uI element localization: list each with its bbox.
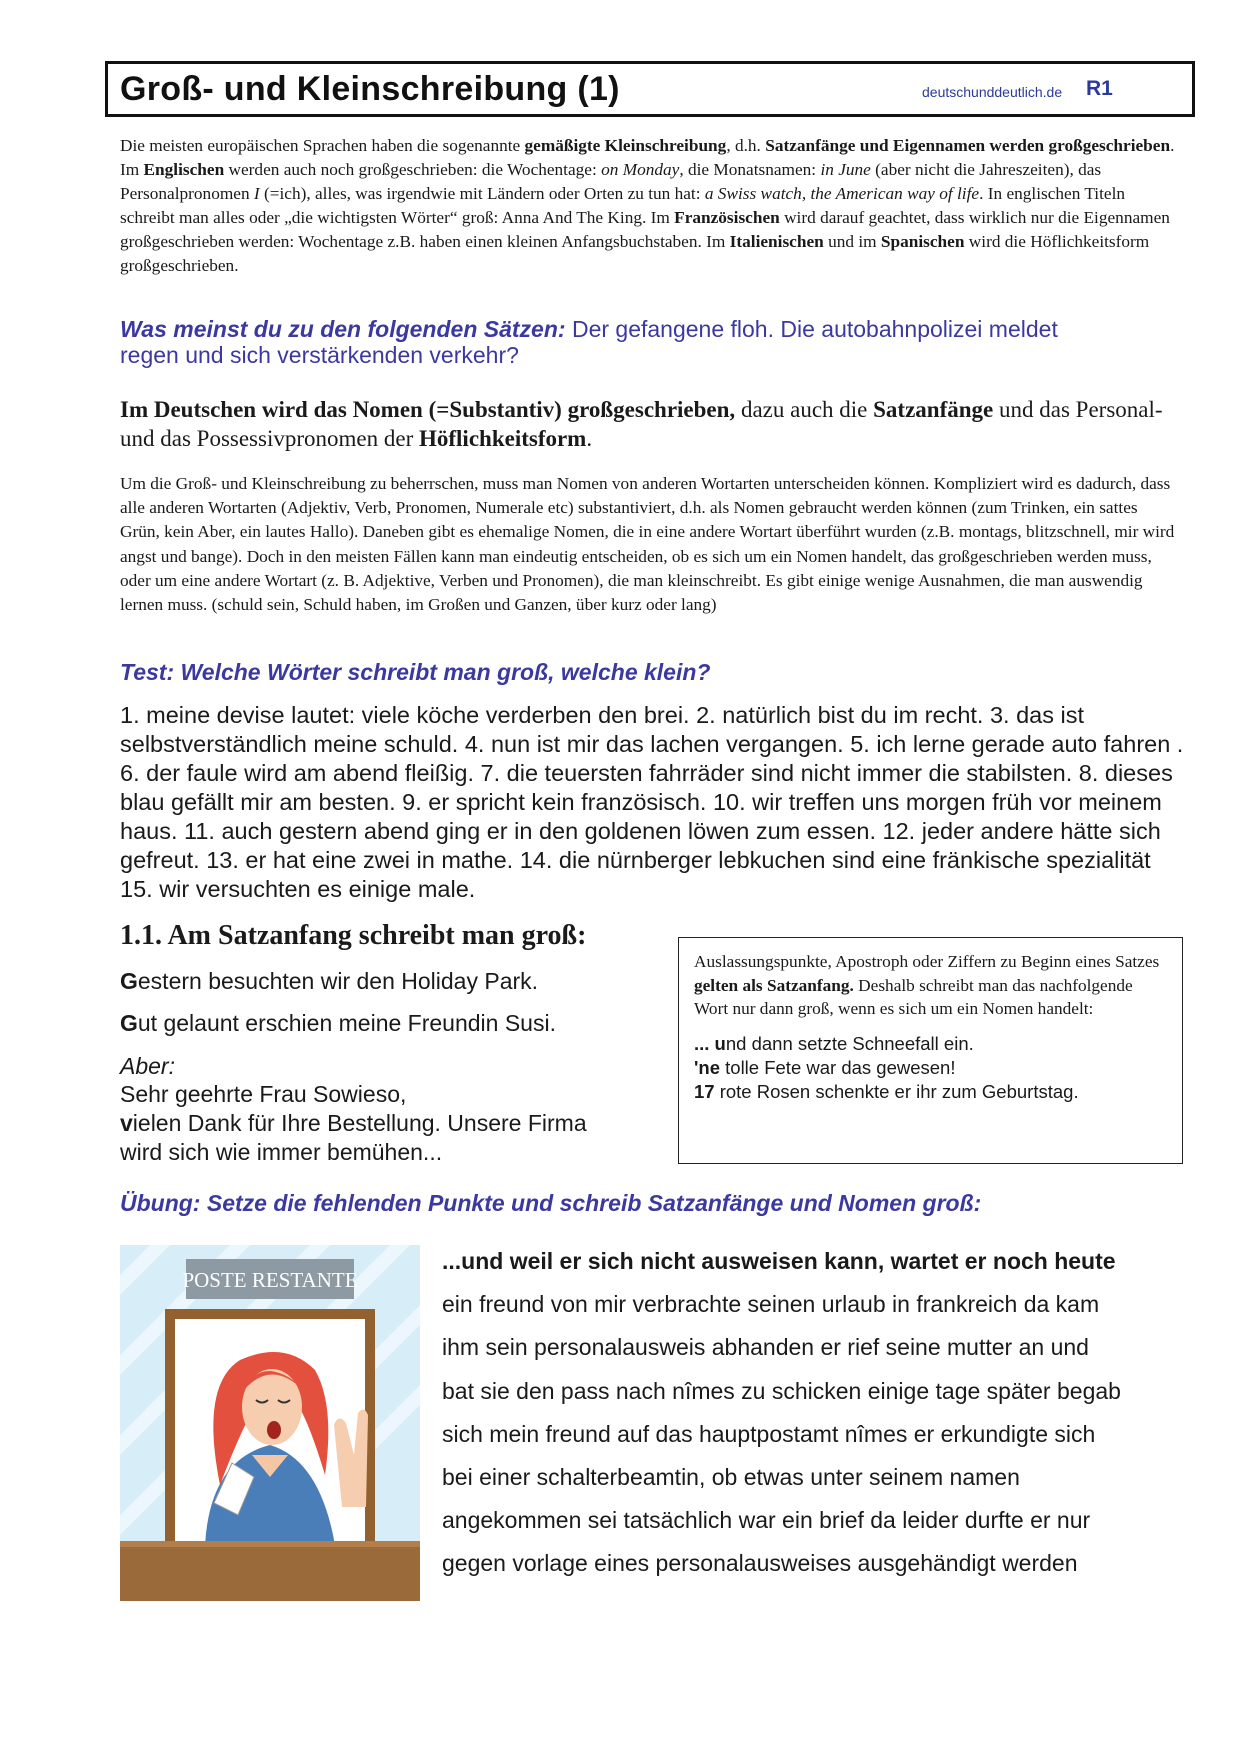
uebung-heading: Übung: Setze die fehlenden Punkte und schreib Satzanfänge und Nomen groß: xyxy=(120,1190,982,1216)
intro-run: , d.h. xyxy=(726,136,766,155)
info-example-3: 17 rote Rosen schenkte er ihr zum Geburtstag. xyxy=(694,1080,1079,1102)
example-3-line-3: wird sich wie immer bemühen... xyxy=(120,1139,443,1165)
question-line-1 xyxy=(120,315,1190,343)
test-heading: Test: Welche Wörter schreibt man groß, welche klein? xyxy=(120,659,711,685)
main_rule-run: und das Personal- und das Possessivpronomen der xyxy=(120,397,1163,451)
question-line-2: regen und sich verstärkenden verkehr? xyxy=(120,342,519,368)
example-2-initial: G xyxy=(120,1010,138,1036)
intro-run: wird die Höflichkeitsform großgeschrieben. xyxy=(120,232,1150,275)
intro-run: wird darauf geachtet, dass wirklich nur die Eigennamen großgeschrieben werden: Wochentage z.B. haben einen kleinen Anfangsbuchstaben. Im xyxy=(120,208,1170,251)
section-heading: 1.1. Am Satzanfang schreibt man groß: xyxy=(120,920,587,951)
info-box-text: Auslassungspunkte, Apostroph oder Ziffern zu Beginn eines Satzes gelten als Satzanfang. Deshalb schreibt man das nachfolgende Wort nur dann groß, wenn es sich um ein Nomen handelt: xyxy=(694,952,1160,1018)
example-3-initial: v xyxy=(120,1110,133,1136)
intro-run: I xyxy=(253,184,260,203)
example-3-line-1: Sehr geehrte Frau Sowieso, xyxy=(120,1081,407,1107)
story-line: gegen vorlage eines personalausweises ausgehändigt werden xyxy=(442,1550,1078,1577)
intro-run: Englischen xyxy=(143,160,225,179)
intro-run: . Im xyxy=(120,136,1175,179)
aber-label: Aber: xyxy=(120,1053,175,1079)
intro-run: Italienischen xyxy=(729,232,824,251)
main-rule-paragraph xyxy=(120,395,1180,453)
example-1 xyxy=(120,967,538,996)
question-text-1: Der gefangene floh. Die autobahnpolizei meldet xyxy=(565,316,1058,342)
site-url: deutschunddeutlich.de xyxy=(922,84,1063,100)
main_rule-run: . xyxy=(586,426,593,451)
intro-run: Französischen xyxy=(674,208,780,227)
story-line: ein freund von mir verbrachte seinen urlaub in frankreich da kam xyxy=(442,1291,1100,1318)
info-box-examples xyxy=(694,1032,1168,1104)
example-1-initial: G xyxy=(120,968,138,994)
worksheet-code: R1 xyxy=(1086,77,1113,100)
main_rule-run: Im Deutschen wird das Nomen (=Substantiv) großgeschrieben, xyxy=(120,397,736,422)
main_rule-run: dazu auch die xyxy=(735,397,874,422)
intro-run: Die meisten europäischen Sprachen haben die sogenannte xyxy=(120,136,525,155)
poste-restante-sign: POSTE RESTANTE xyxy=(182,1268,358,1292)
intro-run: werden auch noch großgeschrieben: die Wochentage: xyxy=(224,160,602,179)
test-sentences: 1. meine devise lautet: viele köche verderben den brei. 2. natürlich bist du im recht. 3. das ist selbstverständlich meine schuld. 4. nun ist mir das lachen vergangen. 5. ich lerne gerade auto fahren . 6. der faule wird am abend fleißig. 7. die teuersten fahrräder sind nicht immer die stabilsten. 8. dieses blau gefällt mir am besten. 9. er spricht kein französisch. 10. wir treffen uns morgen früh vor meinem haus. 11. auch gestern abend ging er in den goldenen löwen zum essen. 12. jeder andere hätte sich gefreut. 13. er hat eine zwei in mathe. 14. die nürnberger lebkuchen sind eine fränkische spezialität 15. wir versuchten es einige male. xyxy=(120,702,1184,902)
intro-run: . In englischen Titeln schreibt man alles oder „die wichtigsten Wörter“ groß: Anna And The King. Im xyxy=(120,184,1126,227)
story-line: bei einer schalterbeamtin, ob etwas unter seinem namen xyxy=(442,1464,1020,1491)
example-2-text: ut gelaunt erschien meine Freundin Susi. xyxy=(137,1010,556,1036)
intro-run: (=ich), alles, was irgendwie mit Ländern oder Orten zu tun hat: xyxy=(259,184,705,203)
title-box xyxy=(105,61,1195,117)
story-title: ...und weil er sich nicht ausweisen kann, wartet er noch heute xyxy=(442,1248,1116,1274)
intro-run: , die Monatsnamen: xyxy=(679,160,821,179)
story-line: bat sie den pass nach nîmes zu schicken einige tage später begab xyxy=(442,1377,1121,1404)
example-3-text: ielen Dank für Ihre Bestellung. Unsere Firma xyxy=(132,1110,587,1136)
story-line: angekommen sei tatsächlich war ein brief da leider durfte er nur xyxy=(442,1507,1091,1534)
story-line: ihm sein personalausweis abhanden er rief seine mutter an und xyxy=(442,1334,1089,1361)
question-label: Was meinst du zu den folgenden Sätzen: xyxy=(120,316,566,342)
intro-run: a Swiss watch, the American way of life xyxy=(704,184,980,203)
intro-paragraph xyxy=(120,134,1180,278)
story-line: sich mein freund auf das hauptpostamt nîmes er erkundigte sich xyxy=(442,1420,1096,1447)
intro-run: und im xyxy=(823,232,881,251)
info-example-2: 'ne tolle Fete war das gewesen! xyxy=(694,1056,956,1078)
intro-run: Satzanfänge und Eigennamen werden großgeschrieben xyxy=(765,136,1171,155)
intro-run: gemäßigte Kleinschreibung xyxy=(524,136,727,155)
example-3-line-2 xyxy=(120,1109,587,1138)
intro-run: in June xyxy=(820,160,871,179)
intro-run: Spanischen xyxy=(880,232,965,251)
example-1-text: estern besuchten wir den Holiday Park. xyxy=(137,968,539,994)
main_rule-run: Höflichkeitsform xyxy=(418,426,587,451)
post-office-illustration xyxy=(120,1245,420,1601)
info-example-1: ... und dann setzte Schneefall ein. xyxy=(694,1032,974,1054)
nomen-paragraph: Um die Groß- und Kleinschreibung zu beherrschen, muss man Nomen von anderen Wortarten unterscheiden können. Kompliziert wird es dadurch, dass alle anderen Wortarten (Adjektiv, Verb, Pronomen, Numerale etc) substantiviert, d.h. als Nomen gebraucht werden können (zum Trinken, ein sattes Grün, kein Aber, ein lautes Hallo). Daneben gibt es ehemalige Nomen, die in eine andere Wortart überführt wurden (z.B. montags, blitzschnell, mir wird angst und bange). Doch in den meisten Fällen kann man eindeutig entscheiden, ob es sich um ein Nomen handelt, das großgeschrieben werden muss, oder um eine andere Wortart (z. B. Adjektive, Verben und Pronomen), die man kleinschreibt. Es gibt einige wenige Ausnahmen, die man auswendig lernen muss. (schuld sein, Schuld haben, im Großen und Ganzen, über kurz oder lang) xyxy=(120,474,1175,615)
page-title: Groß- und Kleinschreibung (1) xyxy=(120,70,620,108)
intro-run: (aber nicht die Jahreszeiten), das Personalpronomen xyxy=(120,160,1102,203)
main_rule-run: Satzanfänge xyxy=(873,397,994,422)
intro-run: on Monday xyxy=(601,160,680,179)
story-text xyxy=(442,1240,1187,1586)
info-box xyxy=(678,937,1183,1164)
example-2 xyxy=(120,1009,556,1038)
